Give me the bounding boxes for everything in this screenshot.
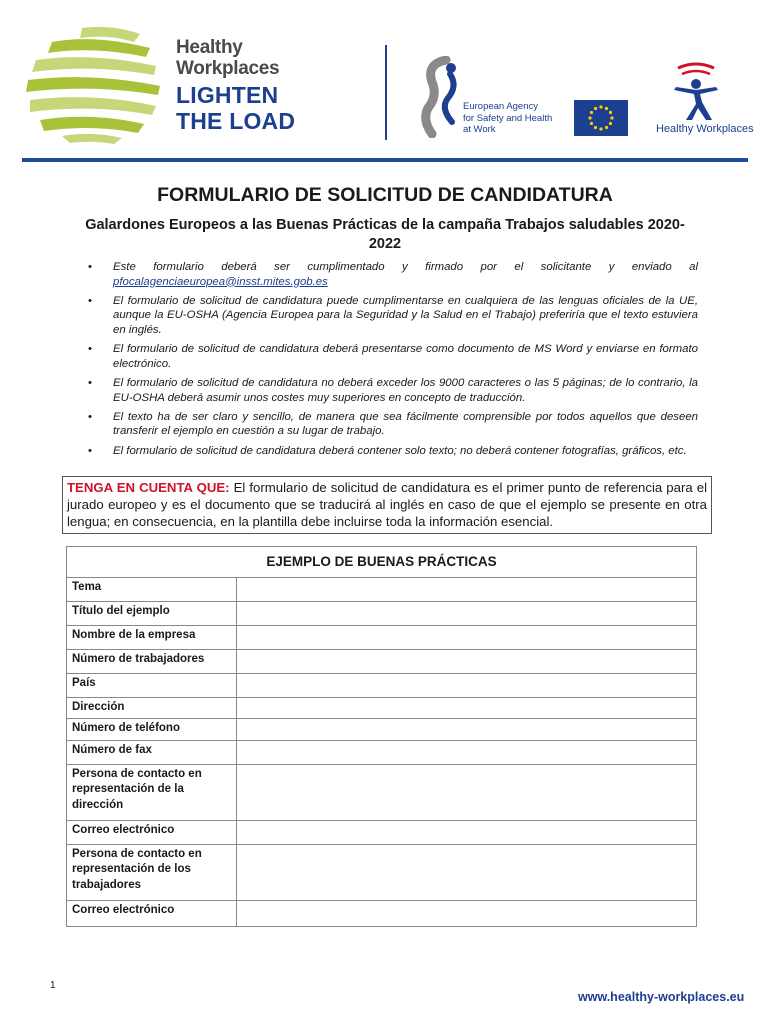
eu-flag-icon	[574, 100, 628, 136]
field-input-tema[interactable]	[237, 578, 697, 602]
list-item: • El formulario de solicitud de candidatura puede cumplimentarse en cualquiera de las lenguas oficiales de la UE, aunque la EU-OSHA (Agencia Europea para la Seguridad y la Salud en el Trabajo) preferiría que el texto estuviera en inglés.	[88, 294, 698, 338]
field-input-empresa[interactable]	[237, 626, 697, 650]
healthy-workplaces-logo-icon	[666, 60, 726, 125]
eu-osha-logo-icon	[418, 56, 466, 138]
instruction-text: • Este formulario deberá ser cumplimentado y firmado por el solicitante y enviado al	[113, 261, 698, 273]
field-label-empresa: Nombre de la empresa	[67, 626, 237, 650]
page-subtitle: Galardones Europeos a las Buenas Prácticas de la campaña Trabajos saludables 2020-2022	[85, 217, 685, 252]
list-item: • El formulario de solicitud de candidatura deberá presentarse como documento de MS Word y enviarse en formato electrónico.	[88, 342, 698, 371]
campaign-line-1: Healthy	[176, 37, 243, 58]
field-input-contacto-trabajadores[interactable]	[237, 844, 697, 900]
page-number: 1	[50, 980, 56, 991]
campaign-line-2: Workplaces	[176, 58, 280, 79]
field-input-contacto-direccion[interactable]	[237, 764, 697, 820]
field-label-correo-2: Correo electrónico	[67, 900, 237, 926]
field-label-pais: País	[67, 674, 237, 698]
field-input-direccion[interactable]	[237, 698, 697, 719]
field-input-pais[interactable]	[237, 674, 697, 698]
field-input-telefono[interactable]	[237, 718, 697, 740]
header-divider	[385, 45, 387, 140]
field-label-correo-1: Correo electrónico	[67, 820, 237, 844]
header-rule	[22, 158, 748, 162]
field-input-correo-1[interactable]	[237, 820, 697, 844]
list-item: • El texto ha de ser claro y sencillo, de manera que sea fácilmente comprensible por todos aquellos que deseen transferir el ejemplo en cuestión a su lugar de trabajo.	[88, 410, 698, 439]
agency-line-3: at Work	[463, 124, 496, 135]
instructions-list	[88, 260, 698, 463]
agency-line-2: for Safety and Health	[463, 112, 553, 124]
contact-email-link[interactable]: pfocalagenciaeuropea@insst.mites.gob.es	[113, 275, 328, 288]
list-item: • El formulario de solicitud de candidatura deberá contener solo texto; no deberá contener fotografías, gráficos, etc.	[88, 444, 698, 459]
website-link[interactable]: www.healthy-workplaces.eu	[578, 990, 745, 1004]
field-label-telefono: Número de teléfono	[67, 718, 237, 740]
notice-box	[62, 476, 712, 534]
field-label-direccion: Dirección	[67, 698, 237, 719]
list-item: • El formulario de solicitud de candidatura no deberá exceder los 9000 caracteres o las 5 páginas; de lo contrario, la EU-OSHA deberá asumir unos costes muy superiores en concepto de traducción.	[88, 376, 698, 405]
field-input-trabajadores[interactable]	[237, 650, 697, 674]
campaign-line-3: LIGHTEN	[176, 82, 279, 108]
eu-osha-name	[463, 101, 552, 136]
field-label-contacto-trabajadores: Persona de contacto en representación de los trabajadores	[67, 844, 237, 900]
page-title: FORMULARIO DE SOLICITUD DE CANDIDATURA	[157, 184, 613, 206]
notice-lead: TENGA EN CUENTA QUE:	[67, 480, 230, 495]
field-label-titulo: Título del ejemplo	[67, 602, 237, 626]
field-input-titulo[interactable]	[237, 602, 697, 626]
table-heading: EJEMPLO DE BUENAS PRÁCTICAS	[67, 547, 697, 578]
notice-text: El formulario de solicitud de candidatura es el primer punto de referencia para el jurado europeo y es el documento que se traducirá al inglés en caso de que el ejemplo se presente en otra lengua; en consecuencia, en la plantilla debe incluirse toda la información esencial.	[67, 480, 707, 530]
campaign-name	[176, 38, 295, 133]
field-label-contacto-direccion: Persona de contacto en representación de la dirección	[67, 764, 237, 820]
good-practice-form-table	[66, 546, 697, 927]
field-label-fax: Número de fax	[67, 740, 237, 764]
agency-line-1: European Agency	[463, 101, 539, 112]
field-input-fax[interactable]	[237, 740, 697, 764]
field-label-trabajadores: Número de trabajadores	[67, 650, 237, 674]
campaign-line-4: THE LOAD	[176, 108, 296, 134]
campaign-logo-icon	[22, 20, 162, 145]
list-item	[88, 260, 698, 289]
healthy-workplaces-label: Healthy Workplaces	[656, 123, 754, 135]
field-label-tema: Tema	[67, 578, 237, 602]
field-input-correo-2[interactable]	[237, 900, 697, 926]
